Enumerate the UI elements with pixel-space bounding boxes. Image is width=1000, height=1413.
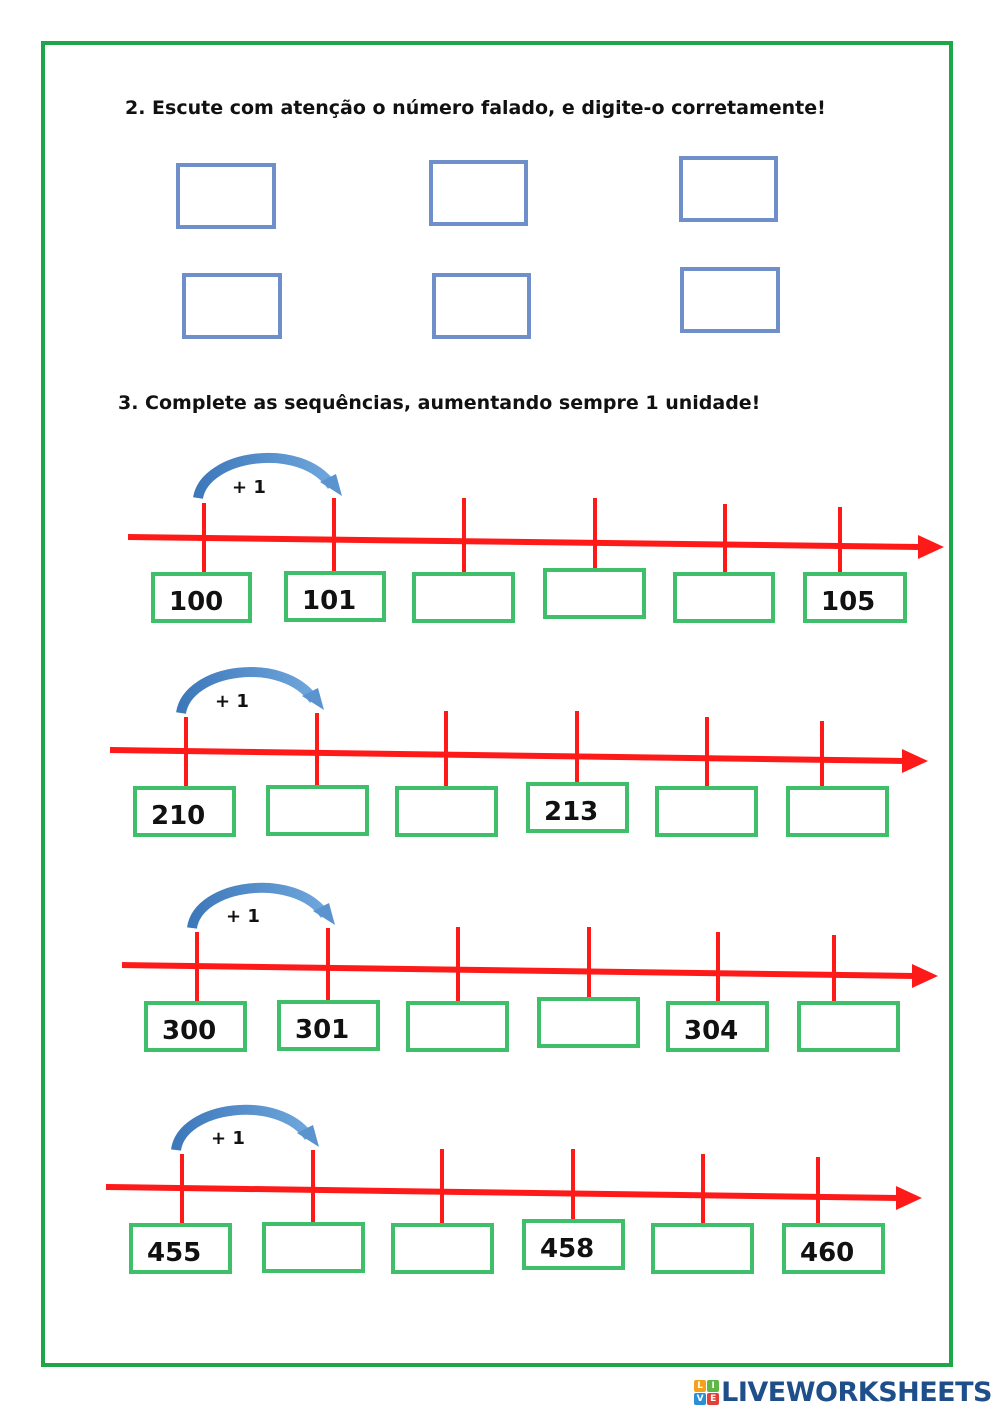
sequence-answer-input[interactable] (541, 1001, 636, 1044)
given-number: 300 (162, 1016, 217, 1046)
given-number: 100 (169, 587, 224, 617)
sequence-answer-box[interactable] (651, 1223, 754, 1274)
sequence-answer-input[interactable] (416, 576, 511, 619)
given-number: 304 (684, 1016, 739, 1046)
logo-letter: V (694, 1393, 706, 1405)
listen-instruction: 2. Escute com atenção o número falado, e digite-o corretamente! (125, 97, 826, 119)
listen-answer-input[interactable] (436, 277, 527, 335)
sequence-answer-box[interactable] (797, 1001, 900, 1052)
listen-answer-box[interactable] (182, 273, 282, 339)
sequence-answer-box[interactable] (537, 997, 640, 1048)
given-number: 213 (544, 797, 599, 827)
live-logo-icon (694, 1380, 719, 1405)
sequence-answer-input[interactable] (659, 790, 754, 833)
sequence-cell (151, 572, 252, 623)
given-number: 455 (147, 1238, 202, 1268)
sequence-answer-input[interactable] (399, 790, 494, 833)
sequence-answer-box[interactable] (673, 572, 775, 623)
listen-answer-input[interactable] (180, 167, 272, 225)
listen-answer-box[interactable] (176, 163, 276, 229)
step-label: + 1 (232, 477, 266, 498)
listen-answer-input[interactable] (684, 271, 776, 329)
sequence-answer-box[interactable] (786, 786, 889, 837)
sequence-instruction: 3. Complete as sequências, aumentando sempre 1 unidade! (118, 392, 761, 414)
sequence-cell (133, 786, 236, 837)
sequence-answer-input[interactable] (547, 572, 642, 615)
given-number: 105 (821, 587, 876, 617)
sequence-answer-input[interactable] (410, 1005, 505, 1048)
sequence-cell (526, 782, 629, 833)
sequence-cell (277, 1000, 380, 1051)
sequence-answer-box[interactable] (262, 1222, 365, 1273)
listen-answer-box[interactable] (680, 267, 780, 333)
sequence-answer-input[interactable] (270, 789, 365, 832)
sequence-cell (666, 1001, 769, 1052)
given-number: 301 (295, 1015, 350, 1045)
step-label: + 1 (211, 1128, 245, 1149)
listen-answer-box[interactable] (429, 160, 528, 226)
logo-letter: E (707, 1393, 719, 1405)
sequence-answer-box[interactable] (395, 786, 498, 837)
listen-answer-input[interactable] (186, 277, 278, 335)
sequence-cell (803, 572, 907, 623)
sequence-answer-box[interactable] (412, 572, 515, 623)
given-number: 210 (151, 801, 206, 831)
sequence-answer-box[interactable] (655, 786, 758, 837)
sequence-cell (782, 1223, 885, 1274)
logo-letter: L (694, 1380, 706, 1392)
step-label: + 1 (226, 906, 260, 927)
sequence-cell (129, 1223, 232, 1274)
sequence-answer-input[interactable] (655, 1227, 750, 1270)
sequence-answer-input[interactable] (677, 576, 771, 619)
sequence-answer-box[interactable] (266, 785, 369, 836)
liveworksheets-logo (694, 1375, 992, 1409)
sequence-answer-input[interactable] (395, 1227, 490, 1270)
listen-answer-box[interactable] (432, 273, 531, 339)
sequence-answer-box[interactable] (391, 1223, 494, 1274)
given-number: 458 (540, 1234, 595, 1264)
brand-name: LIVEWORKSHEETS (721, 1376, 992, 1408)
sequence-answer-input[interactable] (790, 790, 885, 833)
sequence-answer-input[interactable] (801, 1005, 896, 1048)
logo-letter: I (707, 1380, 719, 1392)
given-number: 460 (800, 1238, 855, 1268)
given-number: 101 (302, 586, 357, 616)
step-label: + 1 (215, 691, 249, 712)
sequence-cell (144, 1001, 247, 1052)
worksheet-frame (41, 41, 953, 1367)
listen-answer-input[interactable] (683, 160, 774, 218)
listen-answer-input[interactable] (433, 164, 524, 222)
sequence-answer-input[interactable] (266, 1226, 361, 1269)
listen-answer-box[interactable] (679, 156, 778, 222)
sequence-cell (284, 571, 386, 622)
sequence-cell (522, 1219, 625, 1270)
sequence-answer-box[interactable] (406, 1001, 509, 1052)
sequence-answer-box[interactable] (543, 568, 646, 619)
